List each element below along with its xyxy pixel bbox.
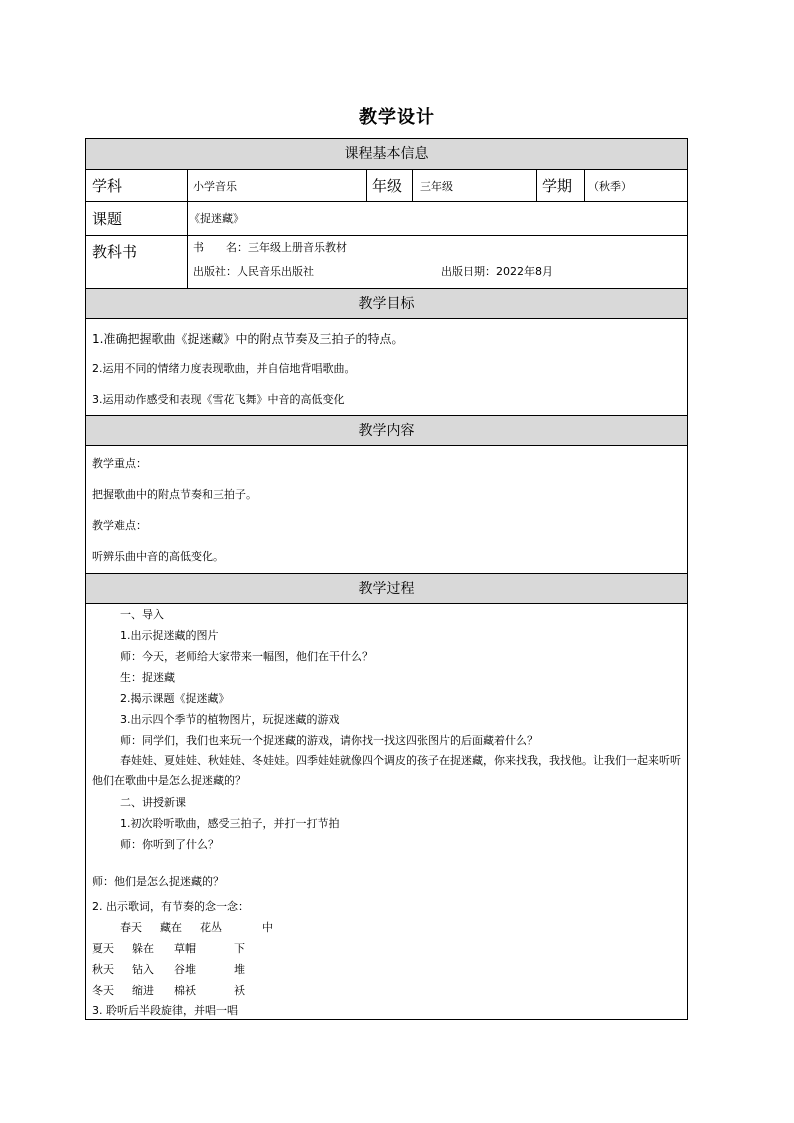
lyric-word: 春天 [120,921,142,934]
process-line: 师：今天，老师给大家带来一幅图，他们在干什么？ [120,650,373,663]
process-line: 一、导入 [120,608,164,621]
process-line: 师：他们是怎么捉迷藏的？ [92,875,224,888]
lyric-word: 中 [262,921,273,934]
goal-3: 3.运用动作感受和表现《雪花飞舞》中音的高低变化 [92,393,345,406]
difficult-point-label: 教学难点： [92,519,147,532]
process-line: 二、讲授新课 [120,796,186,809]
lyric-word: 棉袄 [174,984,196,997]
lyric-word: 草帽 [174,942,196,955]
lyric-word: 谷堆 [174,963,196,976]
lesson-plan-table [85,138,688,1020]
goal-1: 1.准确把握歌曲《捉迷藏》中的附点节奏及三拍子的特点。 [92,332,404,346]
term-label: 学期 [542,177,573,195]
process-line: 1.出示捉迷藏的图片 [120,629,219,642]
lyric-word: 秋天 [92,963,114,976]
lyric-word: 堆 [234,963,245,976]
lyric-word: 钻入 [132,963,154,976]
process-line: 1.初次聆听歌曲，感受三拍子，并打一打节拍 [120,817,340,830]
book-name: 书 名：三年级上册音乐教材 [193,241,347,254]
lyric-word: 缩进 [132,984,154,997]
section-header-basic-info: 课程基本信息 [86,139,687,170]
process-line: 师：你听到了什么？ [120,838,219,851]
process-line: 2.揭示课题《捉迷藏》 [120,692,230,705]
process-line: 师：同学们，我们也来玩一个捉迷藏的游戏，请你找一找这四张图片的后面藏着什么？ [120,734,538,747]
textbook-label: 教科书 [92,243,138,261]
lyric-word: 袄 [234,984,245,997]
difficult-point-text: 听辨乐曲中音的高低变化。 [92,550,224,563]
process-line: 生：捉迷藏 [120,671,175,684]
topic-value: 《捉迷藏》 [189,212,244,225]
lyric-word: 躲在 [132,942,154,955]
topic-label: 课题 [92,210,123,228]
subject-value: 小学音乐 [193,180,237,193]
publisher: 出版社：人民音乐出版社 [193,265,314,278]
lyric-word: 夏天 [92,942,114,955]
goal-2: 2.运用不同的情绪力度表现歌曲，并自信地背唱歌曲。 [92,362,356,375]
grade-label: 年级 [372,177,403,195]
key-point-label: 教学重点： [92,457,147,470]
subject-label: 学科 [92,177,123,195]
lyric-word: 藏在 [160,921,182,934]
process-line: 2. 出示歌词，有节奏的念一念： [92,900,249,913]
term-value: （秋季） [588,180,632,193]
grade-value: 三年级 [420,180,453,193]
process-line: 3. 聆听后半段旋律，并唱一唱 [92,1004,238,1017]
publish-date: 出版日期：2022年8月 [441,265,553,278]
process-line: 3.出示四个季节的植物图片，玩捉迷藏的游戏 [120,713,340,726]
section-header-content: 教学内容 [86,415,687,446]
process-paragraph: 春娃娃、夏娃娃、秋娃娃、冬娃娃。四季娃娃就像四个调皮的孩子在捉迷藏，你来找我，我找他。让我们一起来听听他们在歌曲中是怎么捉迷藏的？ [92,754,681,787]
lyric-word: 花丛 [200,921,222,934]
page-title: 教学设计 [359,107,435,128]
lyric-word: 下 [234,942,245,955]
section-header-process: 教学过程 [86,573,687,604]
lyric-word: 冬天 [92,984,114,997]
key-point-text: 把握歌曲中的附点节奏和三拍子。 [92,488,257,501]
section-header-goals: 教学目标 [86,288,687,319]
